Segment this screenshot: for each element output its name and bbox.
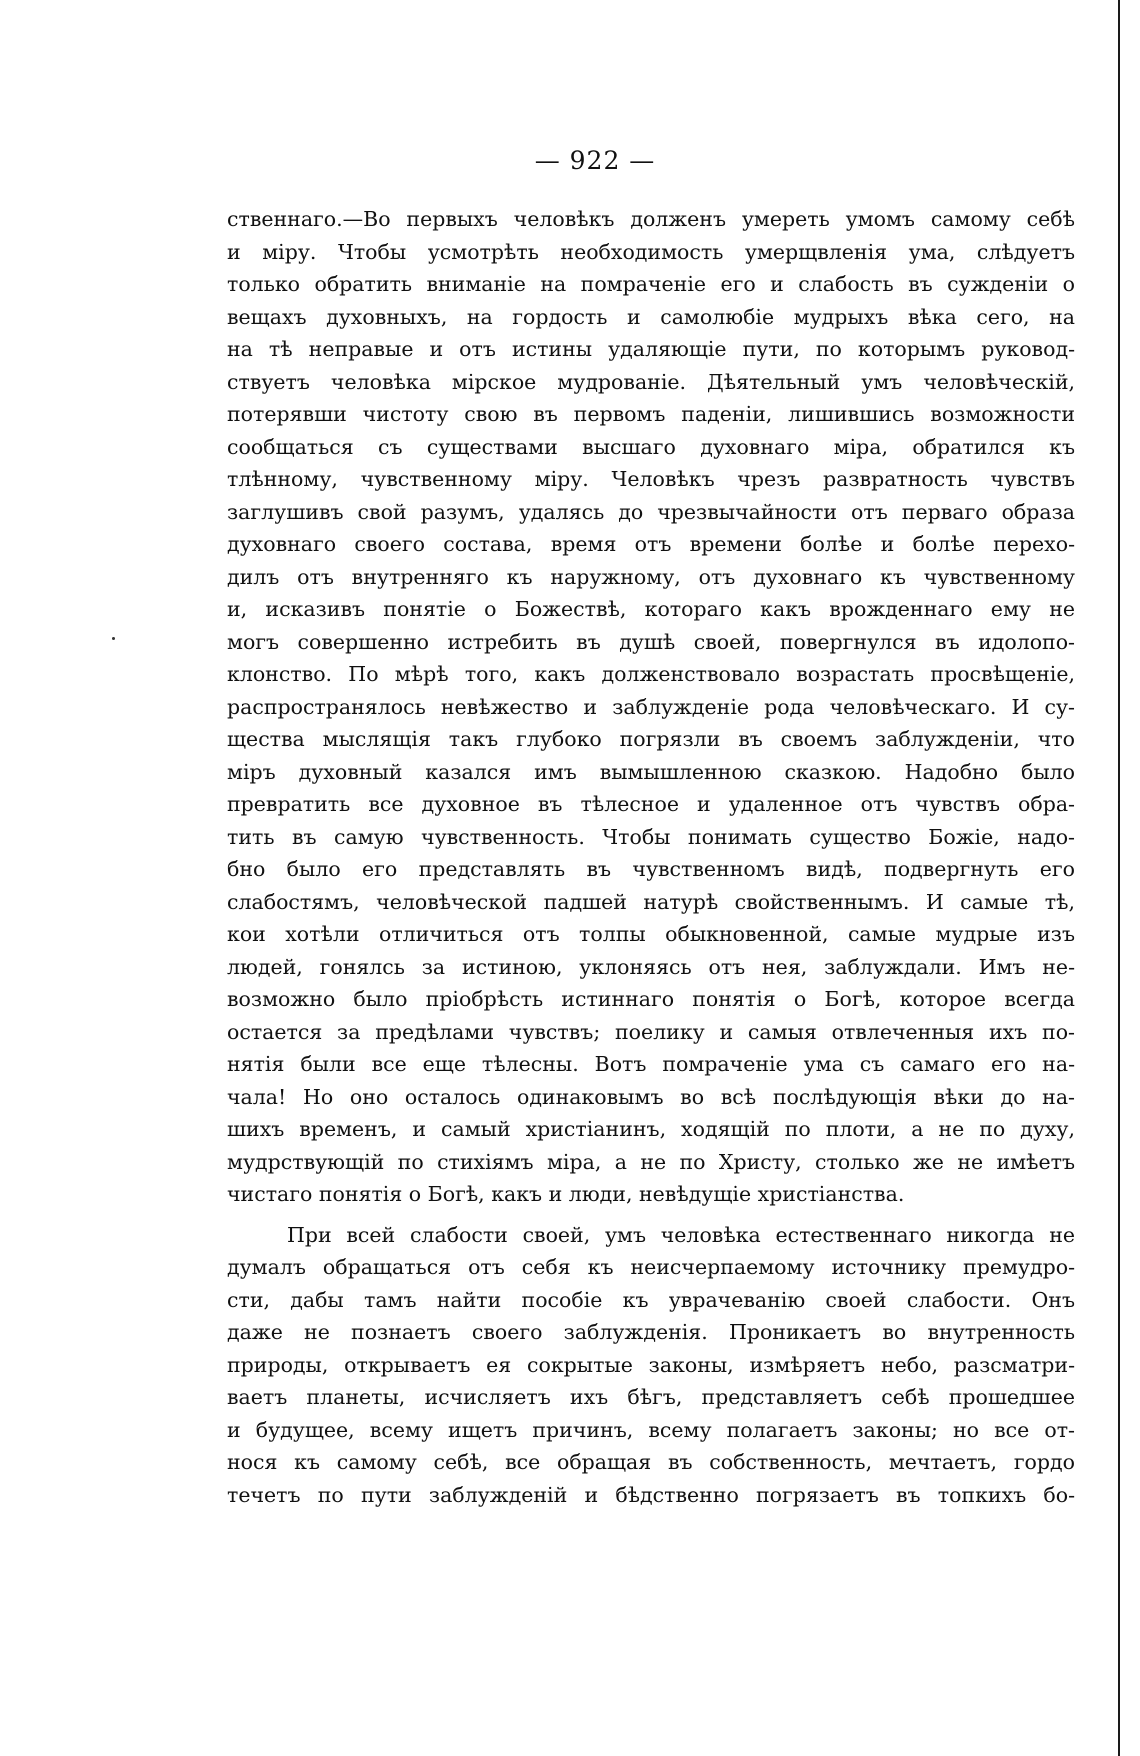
text-line: ственнаго.—Во первыхъ человѣкъ долженъ умереть умомъ самому себѣ bbox=[227, 207, 1075, 231]
text-line: возможно было пріобрѣсть истиннаго понятія о Богѣ, которое всегда bbox=[227, 987, 1075, 1011]
text-line: мудрствующій по стихіямъ міра, а не по Христу, столько же не имѣетъ bbox=[227, 1149, 1075, 1174]
text-line: чала! Но оно осталось одинаковымъ во всѣ послѣдующія вѣки до на- bbox=[227, 1084, 1075, 1109]
text-line: потерявши чистоту свою въ первомъ паденіи, лишившись возможности bbox=[227, 402, 1075, 426]
page-number: — 922 — bbox=[534, 146, 656, 175]
text-line: на тѣ неправые и отъ истины удаляющіе пути, по которымъ руковод- bbox=[227, 337, 1075, 361]
text-line: и міру. Чтобы усмотрѣть необходимость умерщвленія ума, слѣдуетъ bbox=[227, 239, 1075, 264]
text-line: превратить все духовное въ тѣлесное и удаленное отъ чувствъ обра- bbox=[227, 792, 1075, 816]
text-line: кои хотѣли отличиться отъ толпы обыкновенной, самые мудрые изъ bbox=[227, 922, 1075, 946]
text-line: сообщаться съ существами высшаго духовнаго міра, обратился къ bbox=[227, 434, 1075, 459]
text-line: нятія были все еще тѣлесны. Вотъ помраченіе ума съ самаго его на- bbox=[227, 1052, 1075, 1076]
text-line: даже не познаетъ своего заблужденія. Проникаетъ во внутренность bbox=[227, 1320, 1075, 1344]
text-line: и, исказивъ понятіе о Божествѣ, котораго какъ врожденнаго ему не bbox=[227, 597, 1075, 621]
text-line: заглушивъ свой разумъ, удалясь до чрезвычайности отъ перваго образа bbox=[227, 499, 1075, 524]
text-line: духовнаго своего состава, время отъ времени болѣе и болѣе перехо- bbox=[227, 532, 1075, 556]
text-line: тить въ самую чувственность. Чтобы понимать существо Божіе, надо- bbox=[227, 824, 1075, 849]
text-line: щества мыслящія такъ глубоко погрязли въ своемъ заблужденіи, что bbox=[227, 727, 1075, 751]
text-line: бно было его представлять въ чувственномъ видѣ, подвергнуть его bbox=[227, 857, 1075, 881]
body-text bbox=[227, 203, 1075, 1511]
text-line: міръ духовный казался имъ вымышленною сказкою. Надобно было bbox=[227, 759, 1075, 784]
text-line: распространялось невѣжество и заблужденіе рода человѣческаго. И су- bbox=[227, 694, 1075, 719]
text-line: ваетъ планеты, исчисляетъ ихъ бѣгъ, представляетъ себѣ прошедшее bbox=[227, 1385, 1075, 1409]
paragraph-2 bbox=[227, 1219, 1075, 1512]
text-line: сти, дабы тамъ найти пособіе къ уврачеванію своей слабости. Онъ bbox=[227, 1287, 1075, 1312]
text-line: клонство. По мѣрѣ того, какъ долженствовало возрастать просвѣщеніе, bbox=[227, 662, 1075, 686]
text-line: дилъ отъ внутренняго къ наружному, отъ духовнаго къ чувственному bbox=[227, 564, 1075, 589]
margin-speck bbox=[112, 637, 115, 640]
text-line: думалъ обращаться отъ себя къ неисчерпаемому источнику премудро- bbox=[227, 1255, 1075, 1279]
text-line: течетъ по пути заблужденій и бѣдственно погрязаетъ въ топкихъ бо- bbox=[227, 1482, 1075, 1507]
text-line: слабостямъ, человѣческой падшей натурѣ свойственнымъ. И самые тѣ, bbox=[227, 889, 1075, 914]
text-line: нося къ самому себѣ, все обращая въ собственность, мечтаетъ, гордо bbox=[227, 1450, 1075, 1474]
text-line: могъ совершенно истребить въ душѣ своей, повергнулся въ идолопо- bbox=[227, 629, 1075, 654]
paragraph-gap bbox=[227, 1211, 1075, 1219]
paragraph-1 bbox=[227, 203, 1075, 1211]
text-line: ствуетъ человѣка мірское мудрованіе. Дѣятельный умъ человѣческій, bbox=[227, 369, 1075, 394]
text-line: остается за предѣлами чувствъ; поелику и самыя отвлеченныя ихъ по- bbox=[227, 1019, 1075, 1044]
text-line: природы, открываетъ ея сокрытые законы, измѣряетъ небо, разсматри- bbox=[227, 1352, 1075, 1377]
page-edge-line bbox=[1118, 0, 1120, 1756]
text-line: При всей слабости своей, умъ человѣка естественнаго никогда не bbox=[287, 1222, 1075, 1247]
text-line: вещахъ духовныхъ, на гордость и самолюбіе мудрыхъ вѣка сего, на bbox=[227, 304, 1075, 329]
text-line: людей, гонялсь за истиною, уклоняясь отъ нея, заблуждали. Имъ не- bbox=[227, 954, 1075, 979]
text-line: тлѣнному, чувственному міру. Человѣкъ чрезъ развратность чувствъ bbox=[227, 467, 1075, 491]
text-line: чистаго понятія о Богѣ, какъ и люди, невѣдущіе христіанства. bbox=[227, 1182, 905, 1206]
text-line: шихъ временъ, и самый христіанинъ, ходящій по плоти, а не по духу, bbox=[227, 1117, 1075, 1141]
text-line: и будущее, всему ищетъ причинъ, всему полагаетъ законы; но все от- bbox=[227, 1417, 1075, 1442]
text-line: только обратить вниманіе на помраченіе его и слабость въ сужденіи о bbox=[227, 272, 1075, 296]
